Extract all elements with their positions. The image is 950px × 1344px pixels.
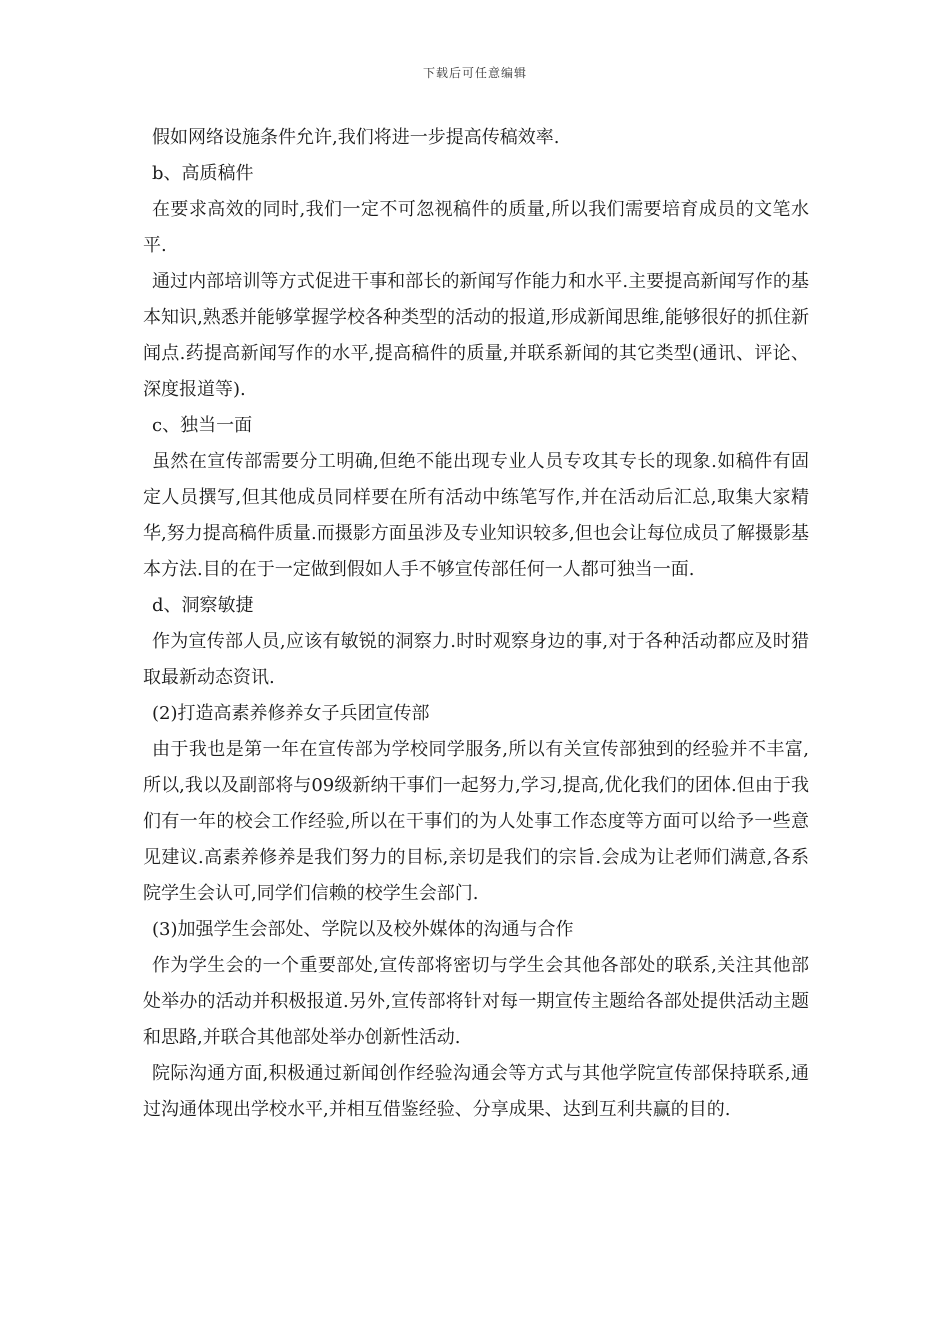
section-heading-communication: (3)加强学生会部处、学院以及校外媒体的沟通与合作: [152, 919, 574, 940]
paragraph-inter-college: 院际沟通方面,积极通过新闻创作经验沟通会等方式与其他学院宣传部保持联系,通过沟通体现出学校水平,并相互借鉴经验、分享成果、达到互利共赢的目的.: [143, 1063, 809, 1120]
paragraph-training: 通过内部培训等方式促进干事和部长的新闻写作能力和水平.主要提高新闻写作的基本知识,熟悉并能够掌握学校各种类型的活动的报道,形成新闻思维,能够很好的抓住新闻点.药提高新闻写作的水平,提高稿件的质量,并联系新闻的其它类型(通讯、评论、深度报道等).: [143, 271, 809, 400]
section-heading-independent: c、独当一面: [152, 415, 253, 436]
paragraph-quality: 在要求高效的同时,我们一定不可忽视稿件的质量,所以我们需要培育成员的文笔水平.: [143, 199, 809, 256]
paragraph-efficiency: 假如网络设施条件允许,我们将进一步提高传稿效率.: [152, 127, 560, 148]
document-body: [143, 120, 809, 1128]
paragraph-insight: 作为宣传部人员,应该有敏锐的洞察力.时时观察身边的事,对于各种活动都应及时猎取最新动态资讯.: [143, 631, 809, 688]
paragraph-communication: 作为学生会的一个重要部处,宣传部将密切与学生会其他各部处的联系,关注其他部处举办的活动并积极报道.另外,宣传部将针对每一期宣传主题给各部处提供活动主题和思路,并联合其他部处举办创新性活动.: [143, 955, 809, 1048]
paragraph-team: 由于我也是第一年在宣传部为学校同学服务,所以有关宣传部独到的经验并不丰富,所以,我以及副部将与09级新纳干事们一起努力,学习,提高,优化我们的团体.但由于我们有一年的校会工作经验,所以在干事们的为人处事工作态度等方面可以给予一些意见建议.高素养修养是我们努力的目标,亲切是我们的宗旨.会成为让老师们满意,各系院学生会认可,同学们信赖的校学生会部门.: [143, 739, 809, 904]
page-header: 下载后可任意编辑: [422, 66, 527, 80]
section-heading-team: (2)打造高素养修养女子兵团宣传部: [152, 703, 430, 724]
section-heading-insight: d、洞察敏捷: [152, 595, 254, 616]
paragraph-independent: 虽然在宣传部需要分工明确,但绝不能出现专业人员专攻其专长的现象.如稿件有固定人员撰写,但其他成员同样要在所有活动中练笔写作,并在活动后汇总,取集大家精华,努力提高稿件质量.而摄影方面虽涉及专业知识较多,但也会让每位成员了解摄影基本方法.目的在于一定做到假如人手不够宣传部任何一人都可独当一面.: [143, 451, 809, 580]
section-heading-quality: b、高质稿件: [152, 163, 254, 184]
